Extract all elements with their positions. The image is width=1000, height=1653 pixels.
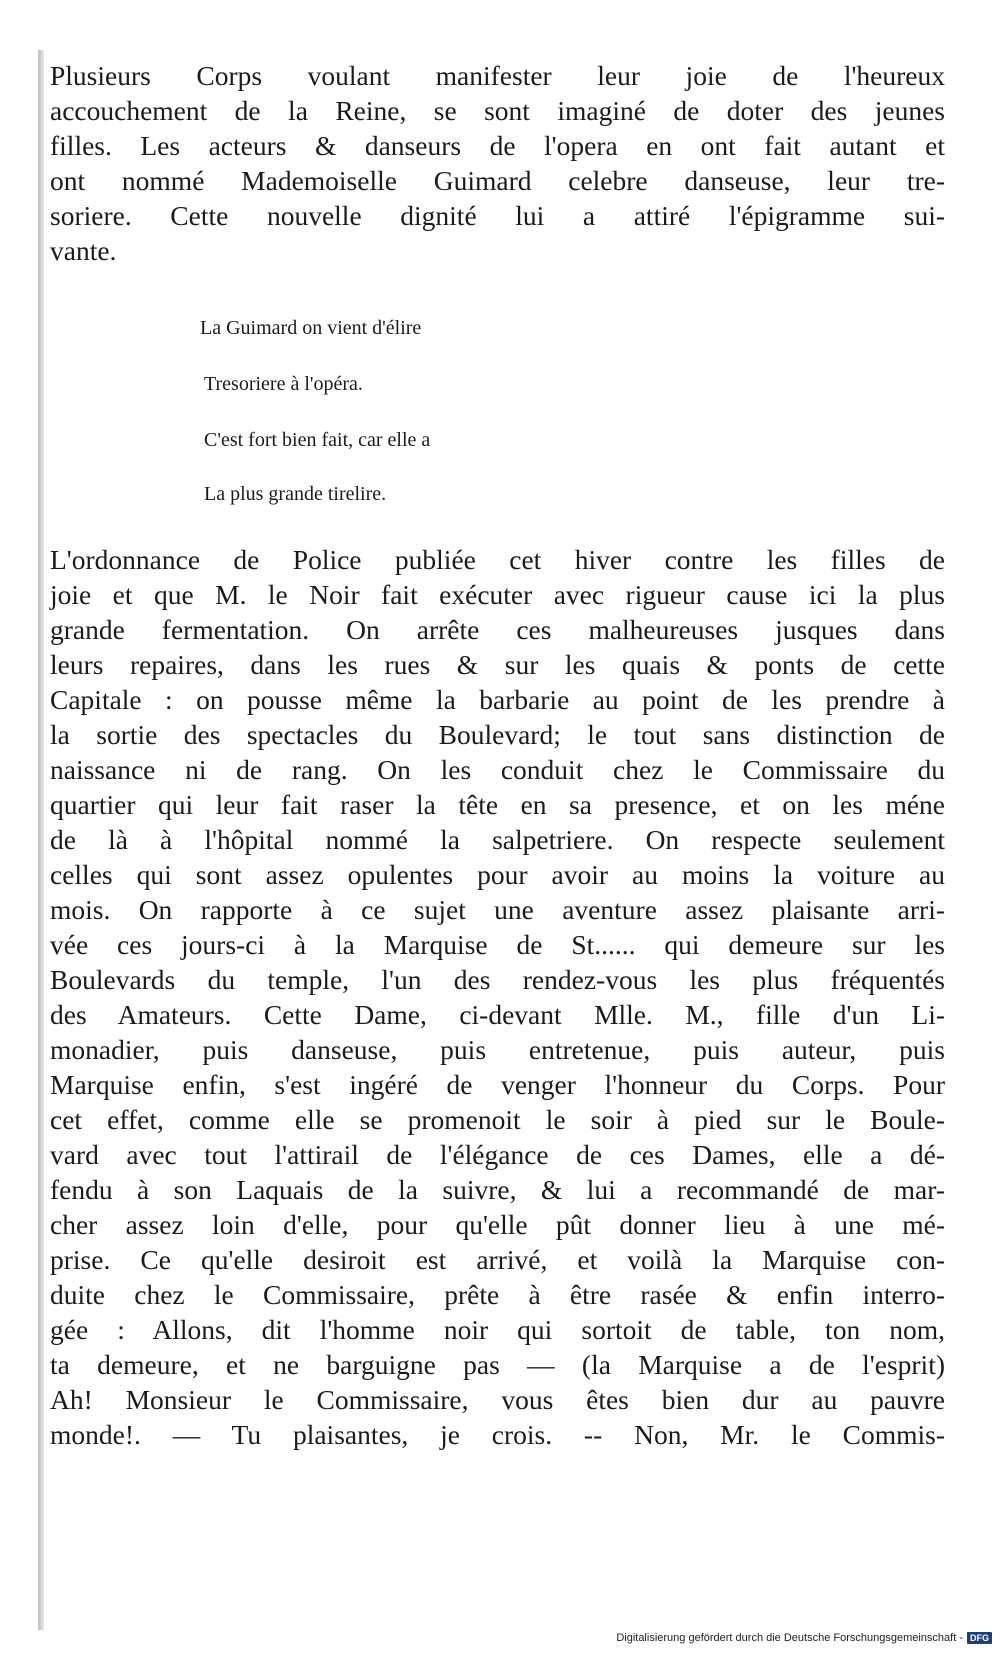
epigram-line: La Guimard on vient d'élire bbox=[200, 317, 422, 339]
text-line: Marquise enfin, s'est ingéré de venger l'honneur du Corps. Pour bbox=[50, 1069, 945, 1100]
text-line: joie et que M. le Noir fait exécuter avec rigueur cause ici la plus bbox=[50, 579, 945, 610]
text-line: Boulevards du temple, l'un des rendez-vous les plus fréquentés bbox=[50, 964, 945, 995]
epigram-line: C'est fort bien fait, car elle a bbox=[204, 429, 431, 451]
text-line: duite chez le Commissaire, prête à être rasée & enfin interro- bbox=[50, 1279, 945, 1310]
text-line: des Amateurs. Cette Dame, ci-devant Mlle. M., fille d'un Li- bbox=[50, 999, 945, 1030]
paragraph-guimard bbox=[50, 58, 945, 268]
text-line: vante. bbox=[50, 235, 117, 266]
text-line: quartier qui leur fait raser la tête en sa presence, et on les méne bbox=[50, 789, 945, 820]
paragraph-police-ordinance bbox=[50, 542, 945, 1452]
text-line: vée ces jours-ci à la Marquise de St...... qui demeure sur les bbox=[50, 929, 945, 960]
text-line: naissance ni de rang. On les conduit chez le Commissaire du bbox=[50, 754, 945, 785]
text-line: cet effet, comme elle se promenoit le soir à pied sur le Boule- bbox=[50, 1104, 945, 1135]
text-line: mois. On rapporte à ce sujet une aventure assez plaisante arri- bbox=[50, 894, 945, 925]
text-line: vard avec tout l'attirail de l'élégance de ces Dames, elle a dé- bbox=[50, 1139, 945, 1170]
epigram-line: La plus grande tirelire. bbox=[204, 483, 387, 505]
text-line: ta demeure, et ne barguigne pas — (la Marquise a de l'esprit) bbox=[50, 1349, 945, 1380]
text-line: cher assez loin d'elle, pour qu'elle pût donner lieu à une mé- bbox=[50, 1209, 945, 1240]
text-line: fendu à son Laquais de la suivre, & lui a recommandé de mar- bbox=[50, 1174, 945, 1205]
digitization-credit bbox=[616, 1629, 992, 1647]
text-line: monadier, puis danseuse, puis entretenue, puis auteur, puis bbox=[50, 1034, 945, 1065]
text-line: de là à l'hôpital nommé la salpetriere. On respecte seulement bbox=[50, 824, 945, 855]
text-line: Ah! Monsieur le Commissaire, vous êtes bien dur au pauvre bbox=[50, 1384, 945, 1415]
text-line: Plusieurs Corps voulant manifester leur joie de l'heureux bbox=[50, 60, 945, 91]
text-line: monde!. — Tu plaisantes, je crois. -- Non, Mr. le Commis- bbox=[50, 1419, 945, 1450]
text-line: soriere. Cette nouvelle dignité lui a attiré l'épigramme sui- bbox=[50, 200, 945, 231]
dfg-logo-icon: DFG bbox=[967, 1632, 992, 1644]
text-line: prise. Ce qu'elle desiroit est arrivé, et voilà la Marquise con- bbox=[50, 1244, 945, 1275]
text-line: filles. Les acteurs & danseurs de l'opera en ont fait autant et bbox=[50, 130, 945, 161]
text-line: la sortie des spectacles du Boulevard; le tout sans distinction de bbox=[50, 719, 945, 750]
text-line: accouchement de la Reine, se sont imaginé de doter des jeunes bbox=[50, 95, 945, 126]
text-line: Capitale : on pousse même la barbarie au point de les prendre à bbox=[50, 684, 945, 715]
text-line: leurs repaires, dans les rues & sur les quais & ponts de cette bbox=[50, 649, 945, 680]
text-line: gée : Allons, dit l'homme noir qui sortoit de table, ton nom, bbox=[50, 1314, 945, 1345]
page-gutter-shadow bbox=[38, 50, 44, 1630]
epigram-line: Tresoriere à l'opéra. bbox=[204, 373, 363, 395]
text-line: ont nommé Mademoiselle Guimard celebre danseuse, leur tre- bbox=[50, 165, 945, 196]
text-line: grande fermentation. On arrête ces malheureuses jusques dans bbox=[50, 614, 945, 645]
text-line: L'ordonnance de Police publiée cet hiver contre les filles de bbox=[50, 544, 945, 575]
credit-text: Digitalisierung gefördert durch die Deutsche Forschungsgemeinschaft - bbox=[616, 1632, 963, 1644]
text-line: celles qui sont assez opulentes pour avoir au moins la voiture au bbox=[50, 859, 945, 890]
